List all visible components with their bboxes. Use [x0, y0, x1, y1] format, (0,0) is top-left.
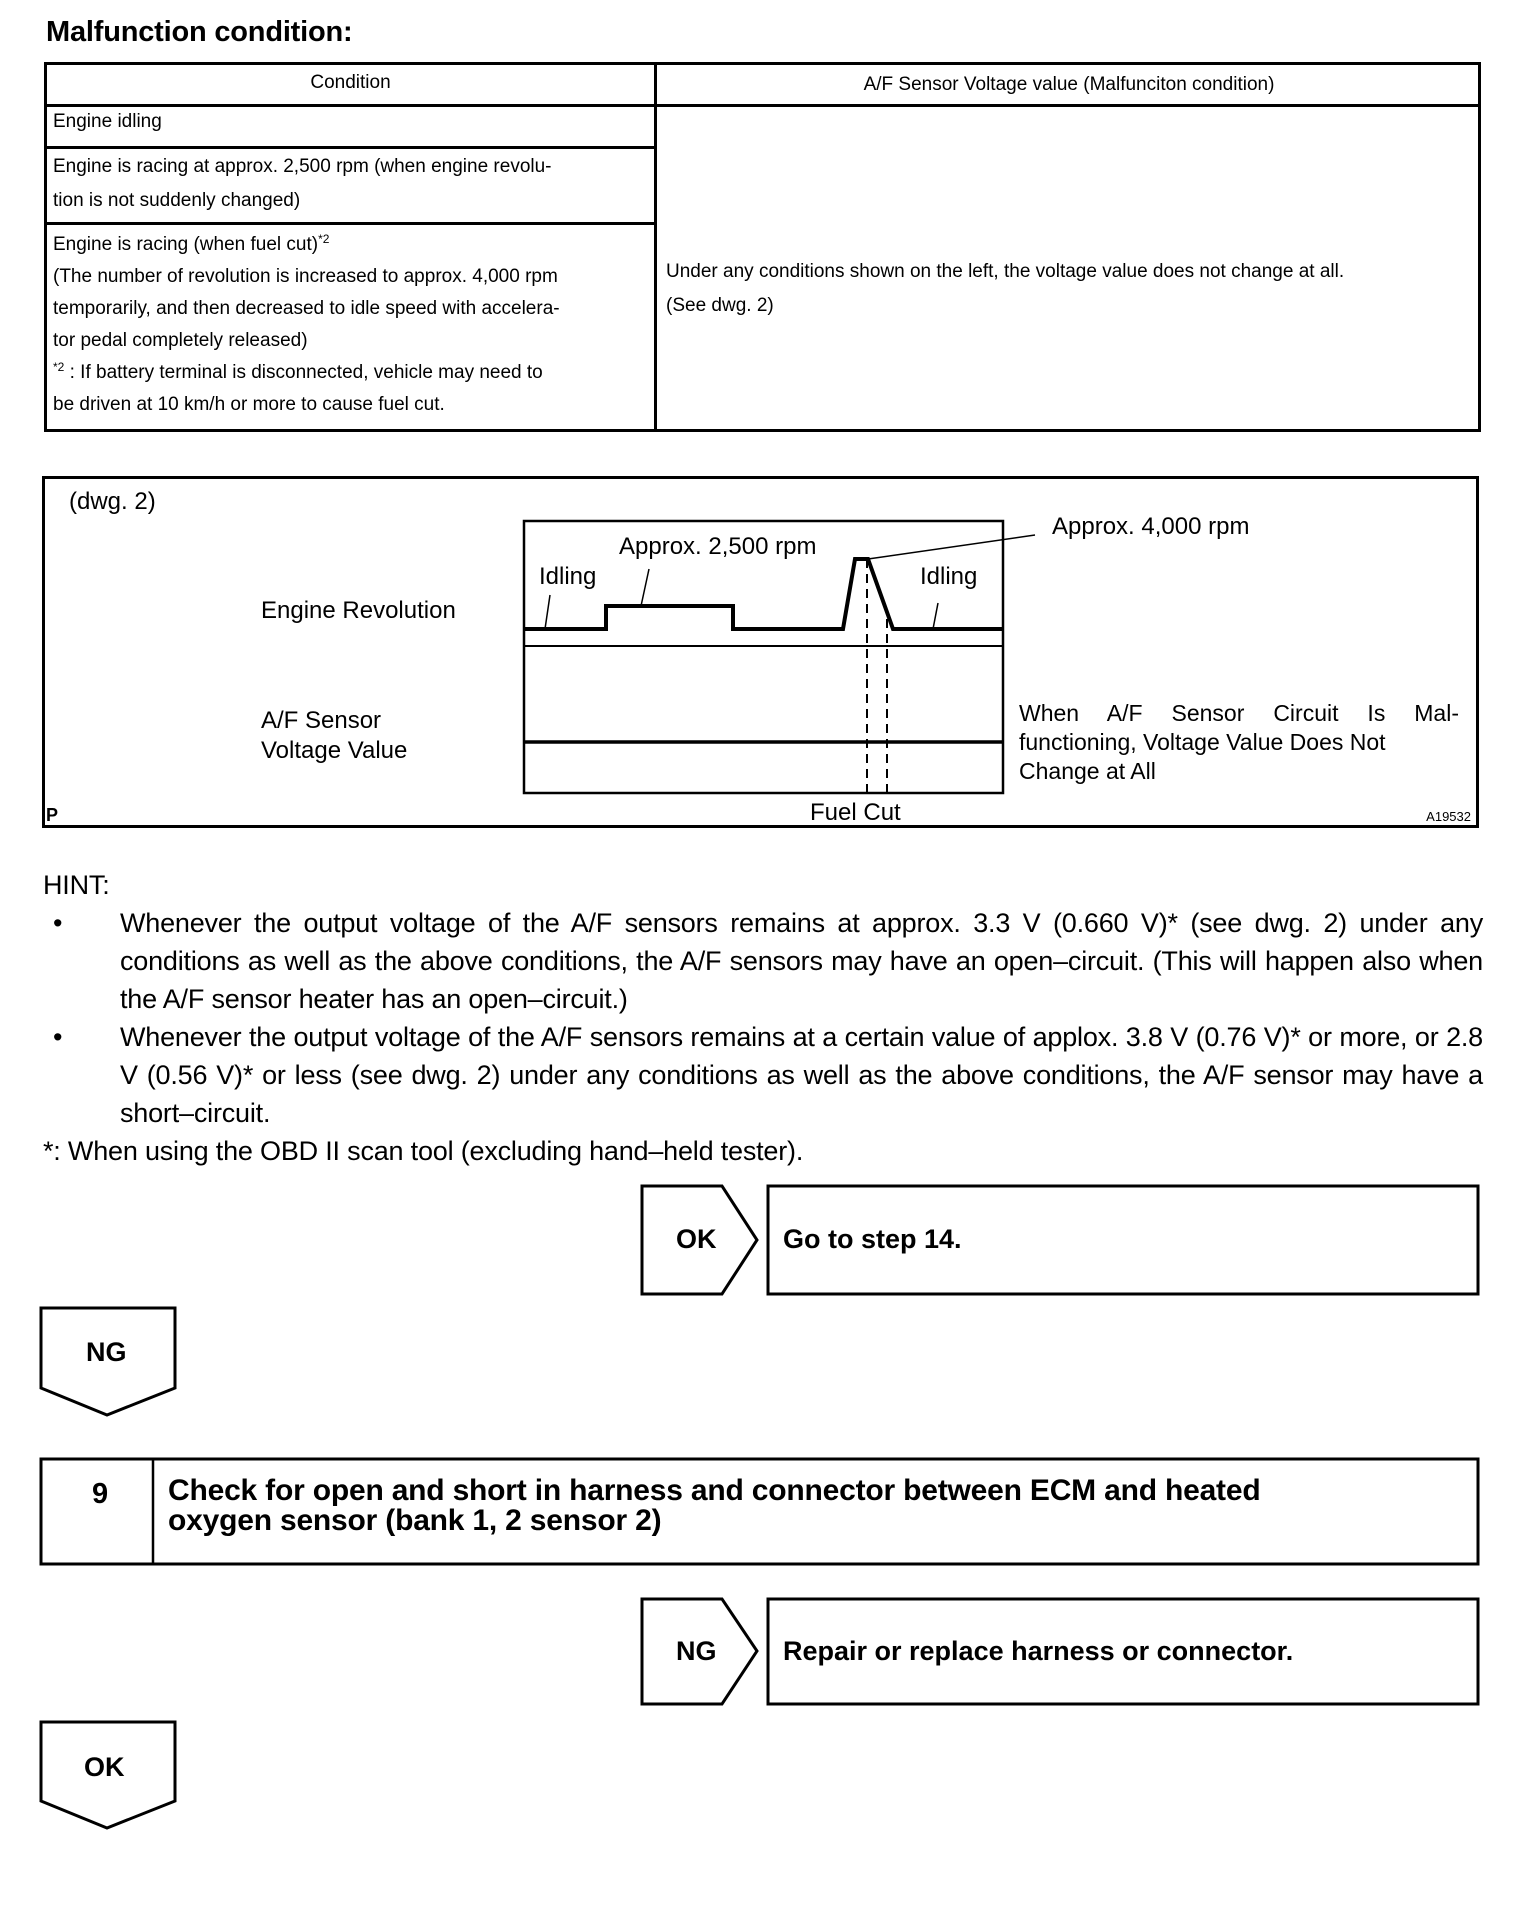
step-title-line: oxygen sensor (bank 1, 2 sensor 2) — [168, 1504, 662, 1537]
step-title-line: Check for open and short in harness and connector between ECM and heated — [168, 1474, 1261, 1507]
cell-line: temporarily, and then decreased to idle speed with accelera- — [53, 298, 560, 319]
cell-line: (See dwg. 2) — [666, 295, 774, 316]
cell-line: Engine is racing at approx. 2,500 rpm (when engine revolu- — [53, 156, 552, 177]
hint-footnote: *: When using the OBD II scan tool (excluding hand–held tester). — [43, 1136, 804, 1166]
cell-line: Engine is racing (when fuel cut)$^{*2}$ — [53, 232, 330, 255]
hint-bullet-text: Whenever the output voltage of the A/F sensors remains at approx. 3.3 V (0.660 V)* (see dwg. 2) under any conditions as well as the above conditions, the A/F sensors may have an open–circuit. (This will happen also when the A/F sensor heater has an open–circuit.) — [120, 908, 1483, 1014]
ng-down-label[interactable]: NG — [86, 1337, 127, 1367]
malfunction-note: When A/F Sensor Circuit Is Mal- functioning, Voltage Value Does Not Change at All — [1019, 700, 1459, 784]
table-header-voltage: A/F Sensor Voltage value (Malfunciton condition) — [863, 74, 1275, 95]
bullet-icon: • — [53, 1022, 63, 1052]
ok-branch-result[interactable]: Go to step 14. — [783, 1224, 962, 1254]
cell-line: Under any conditions shown on the left, the voltage value does not change at all. — [666, 261, 1345, 282]
figure-id: A19532 — [1426, 809, 1471, 824]
af-sensor-voltage-label: A/F Sensor Voltage Value — [261, 707, 408, 764]
cell-line: tion is not suddenly changed) — [53, 190, 301, 211]
cell-line: (The number of revolution is increased to approx. 4,000 rpm — [53, 266, 558, 287]
cell-line: tor pedal completely released) — [53, 330, 308, 351]
step-title — [168, 1476, 1468, 1536]
table-header-condition: Condition — [310, 72, 391, 93]
drawing-label: (dwg. 2) — [69, 488, 156, 515]
idling-left-label: Idling — [539, 563, 597, 590]
step-number: 9 — [92, 1478, 109, 1510]
hint-bullet-text: Whenever the output voltage of the A/F sensors remains at a certain value of applox. 3.8 V (0.76 V)* or more, or 2.8 V (0.56 V)* or less (see dwg. 2) under any conditions as well as the above conditions, the A/F sensor may have a short–circuit. — [120, 1022, 1483, 1128]
hint-title: HINT: — [43, 870, 110, 900]
corner-mark: P — [46, 805, 59, 825]
footnote-line: be driven at 10 km/h or more to cause fuel cut. — [53, 394, 445, 415]
section-title: Malfunction condition: — [46, 16, 353, 48]
table-row-engine-idling: Engine idling — [53, 111, 162, 132]
idling-right-label: Idling — [920, 563, 978, 590]
ng-branch-result[interactable]: Repair or replace harness or connector. — [783, 1636, 1294, 1666]
approx-4000-label: Approx. 4,000 rpm — [1052, 513, 1250, 540]
footnote-line: $^{*2}$ : If battery terminal is disconnected, vehicle may need to — [53, 360, 543, 383]
fuel-cut-label: Fuel Cut — [810, 799, 901, 826]
ok-branch-label[interactable]: OK — [676, 1224, 717, 1254]
bullet-icon: • — [53, 908, 63, 938]
ng-branch-label[interactable]: NG — [676, 1636, 717, 1666]
engine-revolution-label: Engine Revolution — [261, 597, 456, 624]
approx-2500-label: Approx. 2,500 rpm — [619, 533, 817, 560]
ok-down-label[interactable]: OK — [84, 1752, 125, 1782]
